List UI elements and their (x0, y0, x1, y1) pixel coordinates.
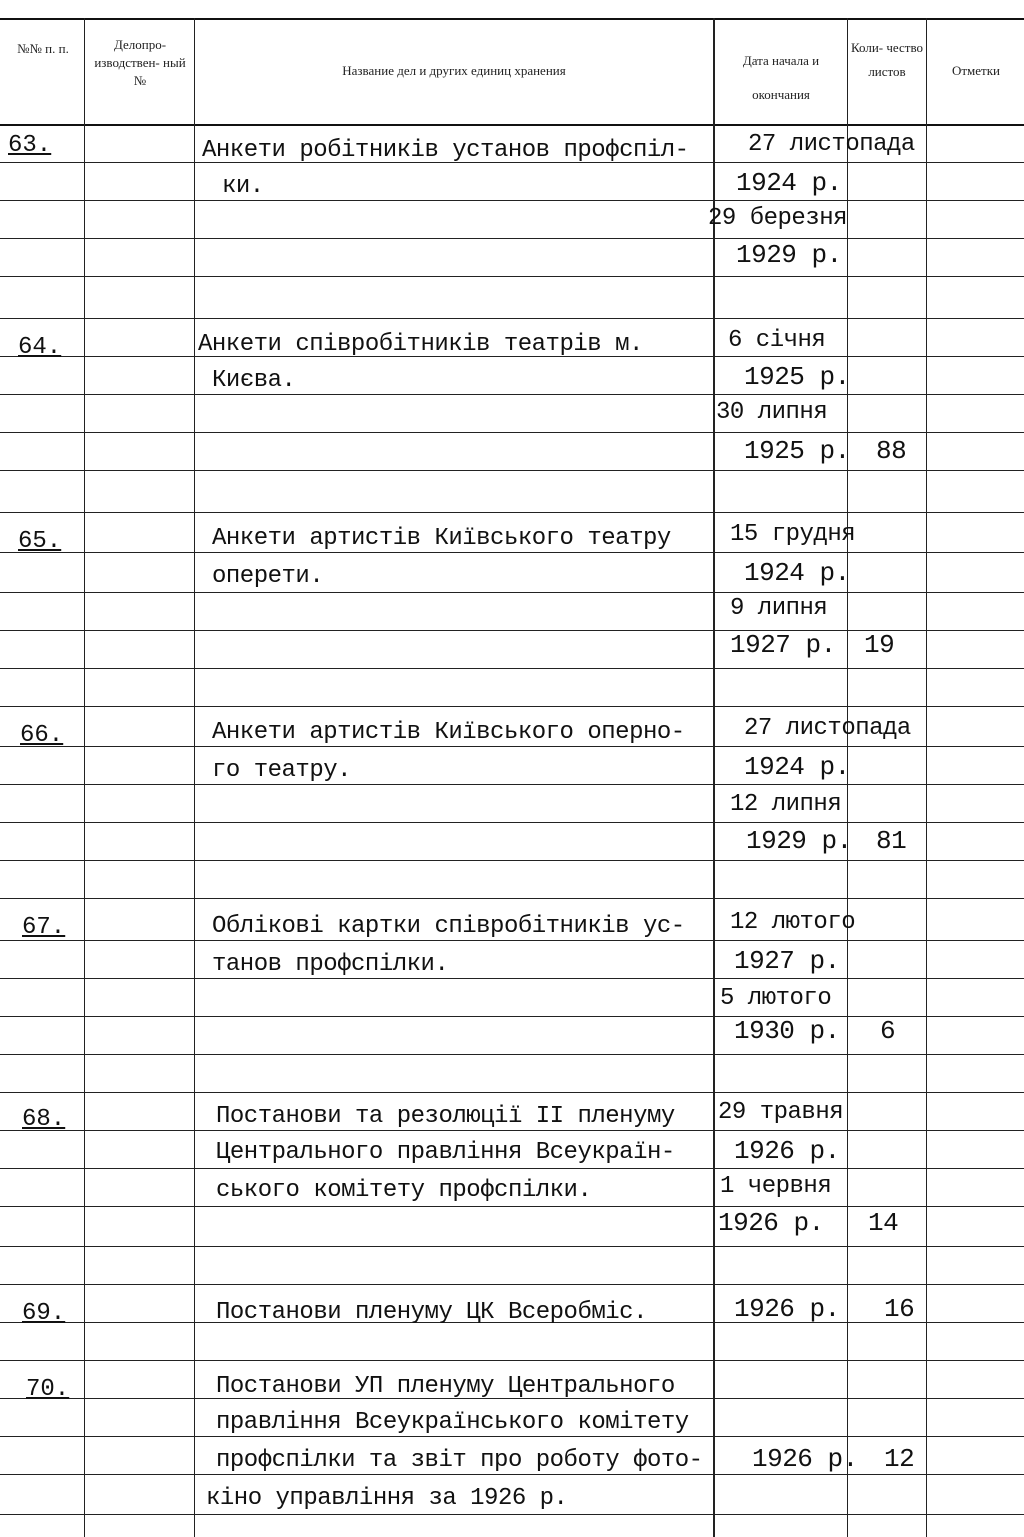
row-title-line: Анкети артистів Київського театру (212, 525, 671, 552)
column-divider (194, 18, 195, 1537)
row-title-line: танов профспілки. (212, 951, 449, 978)
row-title-line: Києва. (212, 367, 296, 394)
row-number: 64. (18, 334, 62, 361)
row-sheets: 12 (884, 1444, 915, 1474)
ruled-line (0, 1016, 1024, 1017)
row-date-end: 29 березня (708, 205, 848, 232)
row-title-line: Облікові картки співробітників ус- (212, 913, 685, 940)
header-office-number: Делопро- изводствен- ный № (94, 37, 186, 88)
row-title-line: профспілки та звіт про роботу фото- (216, 1447, 703, 1474)
ruled-line (0, 1168, 1024, 1169)
column-divider (713, 18, 715, 1537)
row-date-end: 12 липня (730, 791, 842, 818)
row-title-line: Анкети артистів Київського оперно- (212, 719, 685, 746)
header-dates: Дата начала и окончания (742, 53, 820, 102)
row-sheets: 14 (868, 1208, 899, 1238)
row-title-line: го театру. (212, 757, 352, 784)
row-title-line: Анкети співробітників театрів м. (198, 331, 643, 358)
row-date-start-year: 1927 р. (734, 946, 840, 976)
row-number: 68. (22, 1106, 66, 1133)
row-number: 70. (26, 1376, 70, 1403)
row-title-line: ського комітету профспілки. (216, 1177, 592, 1204)
row-sheets: 19 (864, 630, 895, 660)
ruled-line (0, 512, 1024, 513)
row-number: 69. (22, 1300, 66, 1327)
ruled-line (0, 1514, 1024, 1515)
ruled-line (0, 470, 1024, 471)
row-date-start: 15 грудня (730, 521, 856, 548)
ruled-line (0, 318, 1024, 319)
ruled-line (0, 860, 1024, 861)
ruled-line (0, 1246, 1024, 1247)
row-date-end: 1 червня (720, 1173, 832, 1200)
row-title-line: правління Всеукраїнського комітету (216, 1409, 689, 1436)
ruled-line (0, 784, 1024, 785)
ruled-line (0, 1054, 1024, 1055)
row-number: 65. (18, 528, 62, 555)
ruled-line (0, 238, 1024, 239)
ruled-line (0, 276, 1024, 277)
row-sheets: 16 (884, 1294, 915, 1324)
header-bottom-border (0, 124, 1024, 126)
row-date-start: 12 лютого (730, 909, 856, 936)
ruled-line (0, 592, 1024, 593)
row-date-end-year: 1930 р. (734, 1016, 840, 1046)
row-sheets: 81 (876, 826, 907, 856)
row-date-start-year: 1924 р. (736, 168, 842, 198)
row-sheets: 6 (880, 1016, 896, 1046)
row-date-start-year: 1926 р. (734, 1136, 840, 1166)
row-date-end-year: 1927 р. (730, 630, 836, 660)
row-title-line: Анкети робітників установ профспіл- (202, 137, 689, 164)
ruled-line (0, 978, 1024, 979)
ruled-line (0, 1284, 1024, 1285)
row-date-start: 6 січня (728, 327, 826, 354)
ruled-line (0, 706, 1024, 707)
ruled-line (0, 1092, 1024, 1093)
row-date-start-year: 1925 р. (744, 362, 850, 392)
row-title-line: оперети. (212, 563, 324, 590)
row-date-start: 27 листопада (748, 131, 915, 158)
row-title-line: Постанови УП пленуму Центрального (216, 1373, 675, 1400)
table-top-border (0, 18, 1024, 20)
row-title-line: ки. (222, 173, 264, 200)
row-date-end-year: 1926 р. (718, 1208, 824, 1238)
ruled-line (0, 898, 1024, 899)
ruled-line (0, 668, 1024, 669)
row-date-end-year: 1926 р. (752, 1444, 858, 1474)
row-number: 63. (8, 132, 52, 159)
row-date-end-year: 1929 р. (746, 826, 852, 856)
row-number: 67. (22, 914, 66, 941)
ruled-line (0, 1206, 1024, 1207)
row-title-line: Постанови та резолюції II пленуму (216, 1103, 675, 1130)
row-date-start: 29 травня (718, 1099, 844, 1126)
row-sheets: 88 (876, 436, 907, 466)
ruled-line (0, 822, 1024, 823)
column-divider (84, 18, 85, 1537)
ruled-line (0, 200, 1024, 201)
ruled-line (0, 1360, 1024, 1361)
row-date-end: 30 липня (716, 399, 828, 426)
row-title-line: Постанови пленуму ЦК Всеробміс. (216, 1299, 647, 1326)
header-notes: Отметки (951, 63, 1001, 78)
header-sheets: Коли- чество листов (850, 40, 923, 79)
row-date-start-year: 1926 р. (734, 1294, 840, 1324)
header-title: Название дел и других единиц хранения (342, 63, 566, 78)
row-date-end-year: 1929 р. (736, 240, 842, 270)
row-number: 66. (20, 722, 64, 749)
row-date-end: 9 липня (730, 595, 828, 622)
column-divider (926, 18, 927, 1537)
ruled-line (0, 394, 1024, 395)
row-date-start-year: 1924 р. (744, 558, 850, 588)
row-date-start: 27 листопада (744, 715, 911, 742)
row-date-end-year: 1925 р. (744, 436, 850, 466)
header-number: №№ п. п. (17, 41, 69, 56)
row-date-start-year: 1924 р. (744, 752, 850, 782)
ruled-line (0, 432, 1024, 433)
row-title-line: Центрального правління Всеукраїн- (216, 1139, 675, 1166)
row-date-end: 5 лютого (720, 985, 832, 1012)
row-title-line: кіно управління за 1926 р. (206, 1485, 568, 1512)
